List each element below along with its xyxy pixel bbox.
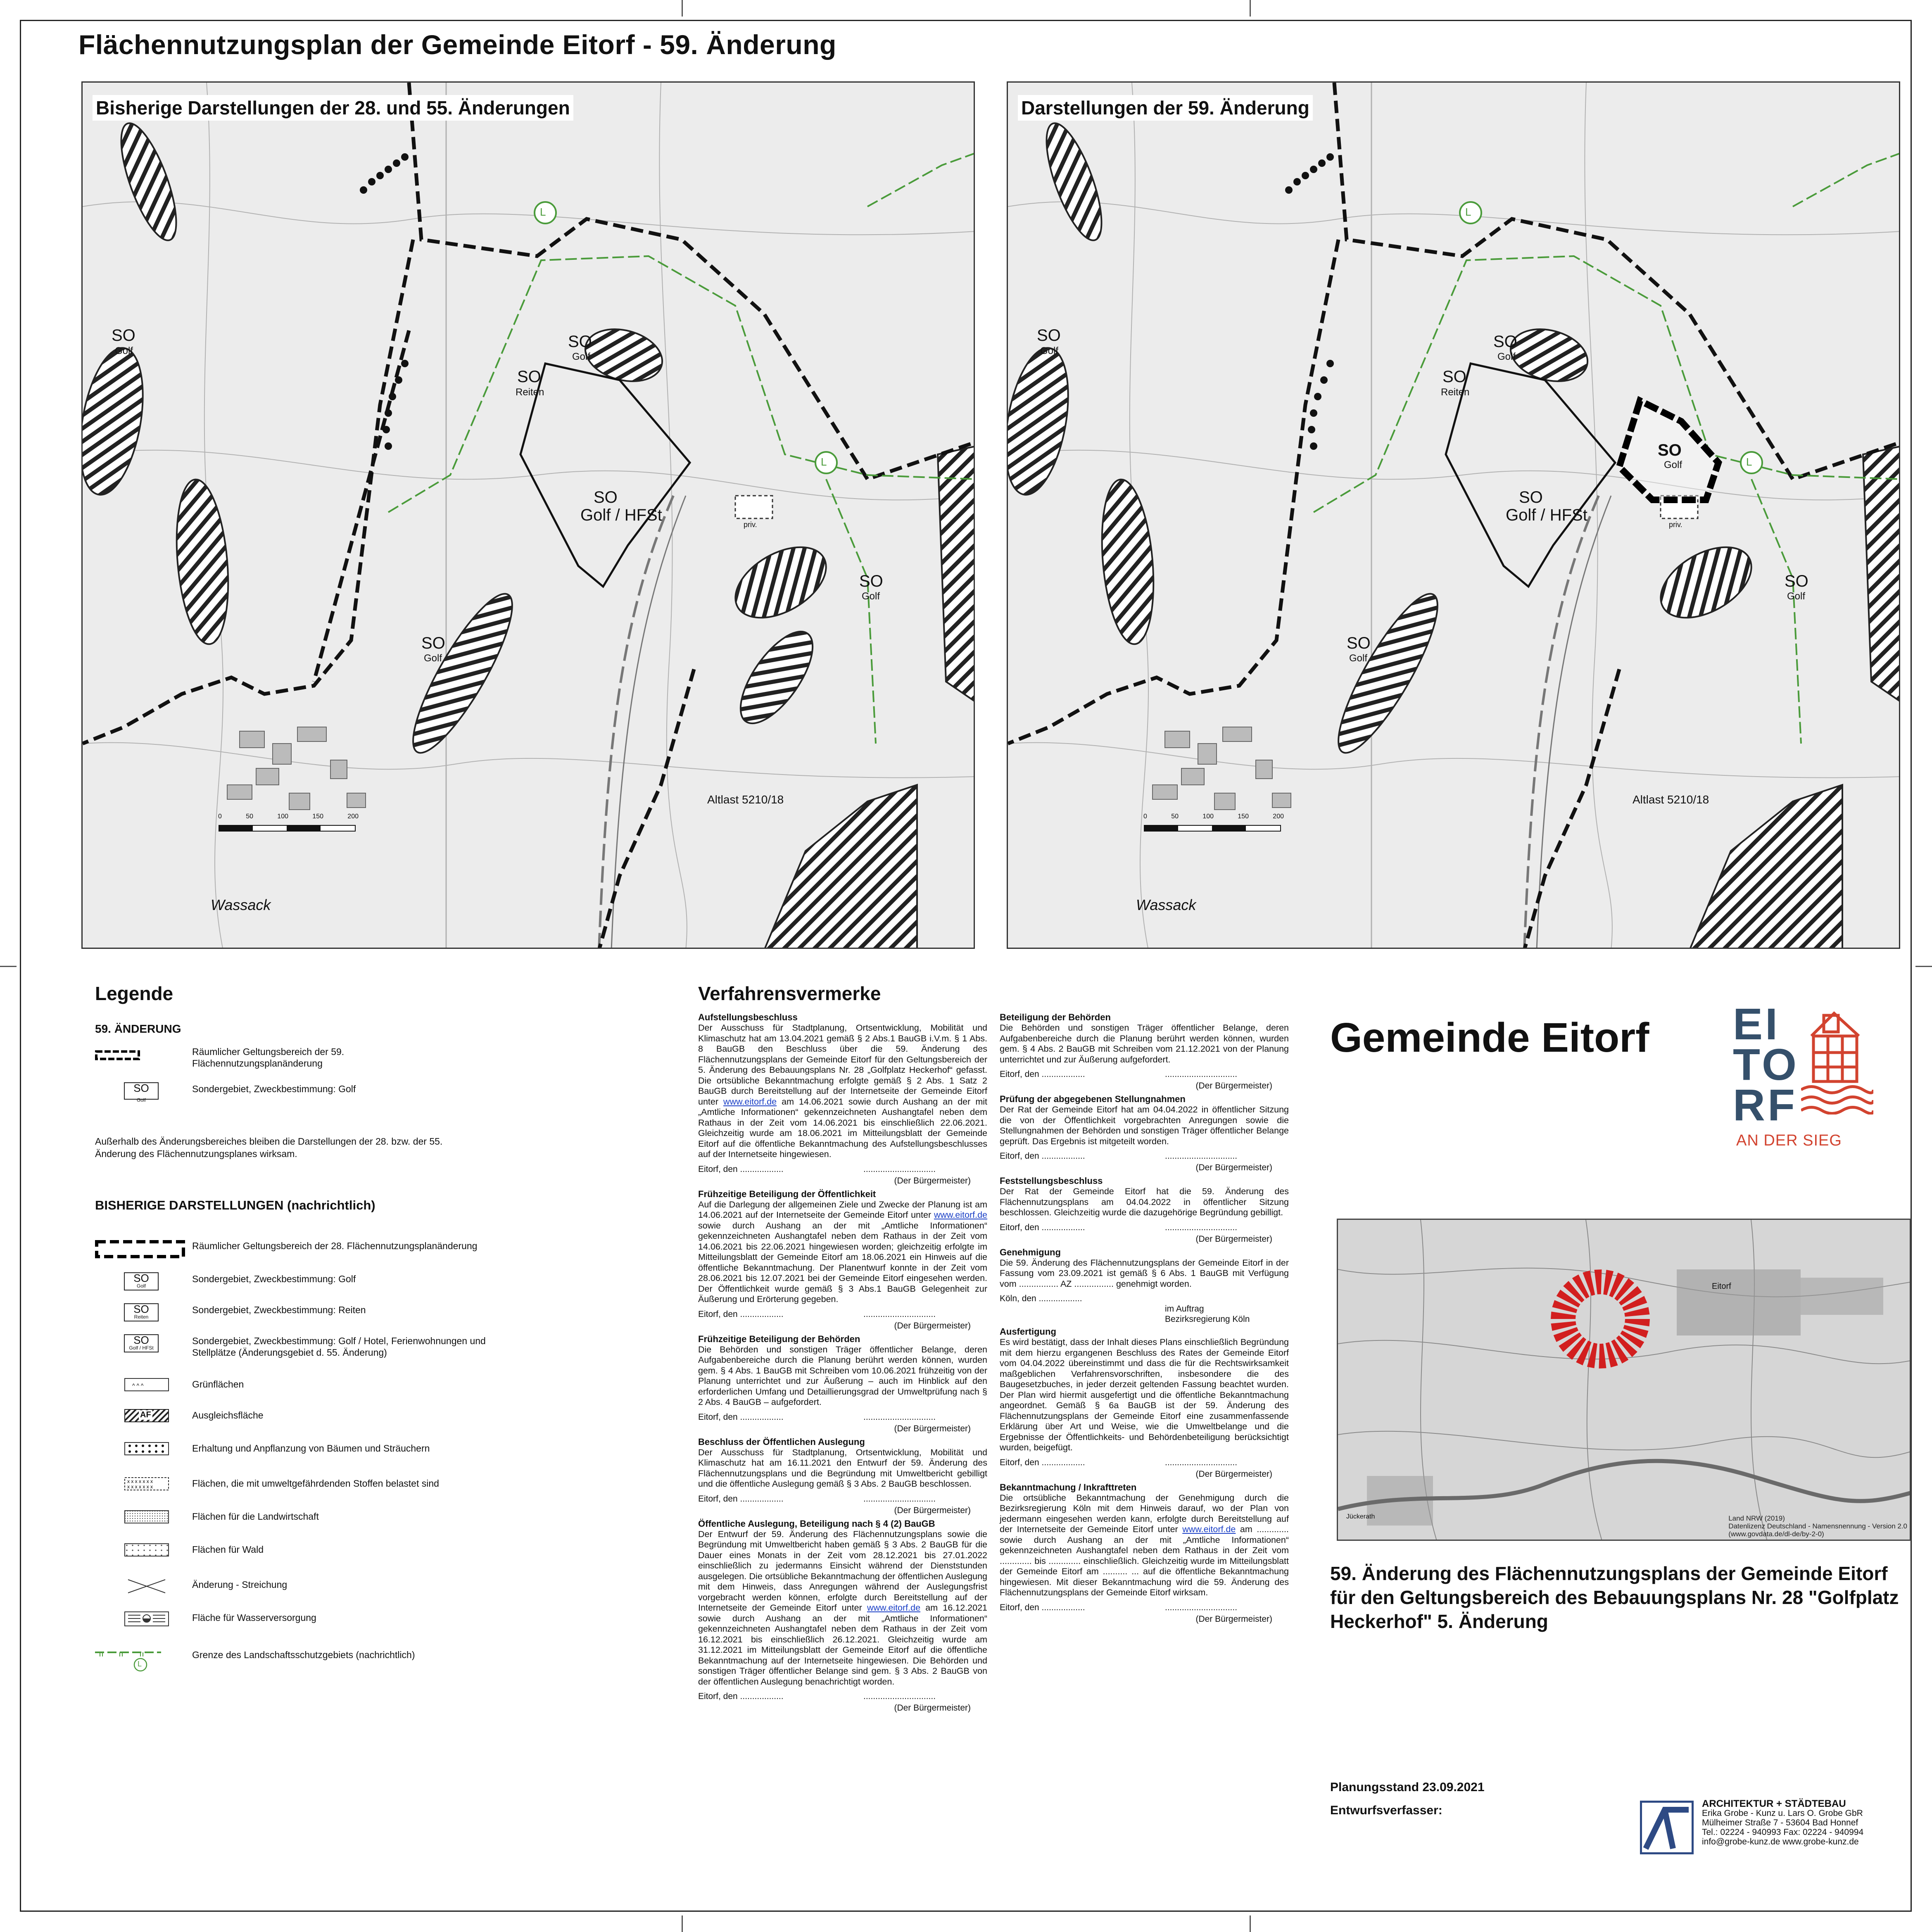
water-supply-icon — [124, 1611, 169, 1632]
signature-line — [1000, 1065, 1289, 1094]
municipality-logo — [1733, 999, 1873, 1161]
crop-mark — [1915, 966, 1932, 967]
page-title: Flächennutzungsplan der Gemeinde Eitorf - 59. Änderung — [78, 29, 836, 60]
signature-line — [1000, 1453, 1289, 1482]
legend-label: Fläche für Wasserversorgung — [192, 1612, 316, 1623]
procedure-heading: Prüfung der abgegebenen Stellungnahmen — [1000, 1094, 1186, 1104]
procedure-heading: Beteiligung der Behörden — [1000, 1012, 1111, 1022]
label-so: SO — [421, 634, 445, 652]
procedure-heading: Aufstellungsbeschluss — [698, 1012, 798, 1022]
legend-title: Legende — [95, 983, 173, 1004]
label-altlast: Altlast 5210/18 — [1633, 793, 1709, 806]
plan-status: Planungsstand 23.09.2021 — [1330, 1780, 1485, 1794]
scale-bar — [219, 825, 355, 831]
label-l: L — [821, 456, 827, 468]
label-l: L — [540, 206, 546, 218]
procedure-heading: Feststellungsbeschluss — [1000, 1176, 1103, 1186]
green-area-icon — [124, 1378, 169, 1398]
label-so: SO — [1785, 572, 1808, 590]
eitorf-link[interactable]: www.eitorf.de — [934, 1210, 987, 1220]
procedure-heading: Bekanntmachung / Inkrafttreten — [1000, 1482, 1137, 1492]
scale-tick: 200 — [347, 813, 359, 820]
map-drawing — [1008, 83, 1900, 949]
procedure-text: Der Rat der Gemeinde Eitorf hat die 59. Änderung des Flächennutzungsplans am 04.04.2022 in öffentlicher Sitzung beschlossen. Gleichzeitig wurde die dazugehörige Begründung gebilligt. — [1000, 1186, 1289, 1217]
signature-date: Eitorf, den .................. — [698, 1692, 784, 1701]
firm-line: Tel.: 02224 - 940993 Fax: 02224 - 940994 — [1702, 1827, 1864, 1837]
legend-label: Ausgleichsfläche — [192, 1410, 264, 1421]
signature-date: Eitorf, den .................. — [1000, 1602, 1085, 1612]
firm-line: Mülheimer Straße 7 - 53604 Bad Honnef — [1702, 1818, 1858, 1827]
forest-area-icon — [124, 1543, 169, 1564]
overview-map-drawing — [1338, 1220, 1911, 1541]
signature-note: Bezirksregierung Köln — [1165, 1314, 1250, 1324]
scale-tick: 150 — [1238, 813, 1249, 820]
label-golf: Golf — [424, 653, 442, 664]
signature-dots: .............................. — [1165, 1069, 1238, 1079]
so-reiten-box-icon — [124, 1303, 159, 1321]
map-caption-left: Bisherige Darstellungen der 28. und 55. Änderungen — [93, 95, 573, 121]
scale-tick: 100 — [277, 813, 288, 820]
signature-line — [1000, 1218, 1289, 1247]
symbol-so: SO — [133, 1272, 149, 1284]
legend-label: Sondergebiet, Zweckbestimmung: Golf — [192, 1274, 356, 1284]
landscape-protection-border-icon — [95, 1648, 140, 1669]
legend-label: Sondergebiet, Zweckbestimmung: Golf / Hotel, Ferienwohnungen und Stellplätze (Änderungsgebiet d. 55. Änderung) — [192, 1336, 486, 1358]
map-drawing — [83, 83, 975, 949]
signature-dots: .............................. — [1165, 1457, 1238, 1467]
credit-line: (www.govdata.de/dl-de/by-2-0) — [1728, 1530, 1824, 1538]
signature-dots: .............................. — [863, 1494, 936, 1504]
label-so: SO — [1037, 326, 1061, 345]
credit-line: Datenlizenz Deutschland - Namensnennung - Version 2.0 — [1728, 1522, 1907, 1530]
signature-mayor: (Der Bürgermeister) — [1195, 1469, 1272, 1479]
eitorf-link[interactable]: www.eitorf.de — [1182, 1524, 1236, 1534]
signature-mayor: (Der Bürgermeister) — [1195, 1614, 1272, 1624]
signature-dots: .............................. — [1165, 1151, 1238, 1161]
signature-mayor: (Der Bürgermeister) — [894, 1321, 971, 1331]
procedure-text: Der Ausschuss für Stadtplanung, Ortsentwicklung, Mobilität und Klimaschutz hat am 16.11.2021 den Entwurf der 59. Änderung des Flächennutzungsplans und die Begründung mit Umweltbericht gebilligt und die öffentliche Auslegung gemäß § 3 Abs. 2 BauGB beschlossen. — [698, 1447, 987, 1489]
signature-mayor: (Der Bürgermeister) — [894, 1176, 971, 1186]
procedure-heading: Beschluss der Öffentlichen Auslegung — [698, 1436, 865, 1447]
legend-section-previous: BISHERIGE DARSTELLUNGEN (nachrichtlich) — [95, 1198, 375, 1212]
signature-mayor: (Der Bürgermeister) — [894, 1505, 971, 1515]
symbol-sub: Golf / HFSt — [129, 1345, 154, 1351]
overview-place: Jückerath — [1346, 1513, 1375, 1520]
svg-text:x x x x x x x: x x x x x x x — [127, 1478, 153, 1484]
label-so: SO — [517, 368, 541, 386]
label-so: SO — [1519, 488, 1543, 506]
logo-letters-row: RF — [1733, 1080, 1797, 1130]
signature-mayor: (Der Bürgermeister) — [1195, 1163, 1272, 1172]
firm-block — [1640, 1799, 1904, 1857]
signature-mayor: (Der Bürgermeister) — [1195, 1081, 1272, 1091]
label-place: Wassack — [1136, 896, 1196, 913]
signature-line — [698, 1305, 987, 1334]
label-golf: Golf — [1787, 591, 1806, 602]
map-caption-right: Darstellungen der 59. Änderung — [1018, 95, 1313, 121]
scale-bar — [1144, 825, 1281, 831]
label-golf: Golf — [1497, 351, 1516, 362]
overview-credit — [1728, 1514, 1907, 1538]
procedure-text: Die ortsübliche Bekanntmachung der Genehmigung durch die Bezirksregierung Köln mit dem Hinweis darauf, wo der Plan von jedermann eingesehen werden kann, erfolgte durch Bereitstellung auf der Internetseite der Gemeinde Eitorf unter www.eitorf.de am ............. sowie durch Aushang an der mit „Amtliche Informationen“ gekennzeichneten Aushangtafel neben dem Rathaus in der Zeit vom ............. bis ............. einschließlich. Gleichzeitig wurde im Mitteilungsblatt der Gemeinde Eitorf am .......... ... auf die öffentliche Bekanntmachung hingewiesen. Mit dieser Bekanntmachung wird die 59. Änderung des Flächennutzungsplans der Gemeinde Eitorf wirksam. — [1000, 1492, 1289, 1597]
legend-label: Erhaltung und Anpflanzung von Bäumen und Sträuchern — [192, 1443, 430, 1454]
crop-mark — [0, 966, 17, 967]
scale-labels — [1143, 813, 1284, 820]
signature-dots: .............................. — [863, 1309, 936, 1319]
signature-mayor: (Der Bürgermeister) — [1195, 1234, 1272, 1244]
label-golf: Golf — [862, 591, 880, 602]
signature-line — [1000, 1147, 1289, 1176]
label-l: L — [1465, 206, 1471, 218]
procedure-text: Die Behörden und sonstigen Träger öffentlicher Belange, deren Aufgabenbereiche durch die Planung berührt werden können, wurden gem. § 4 Abs. 2 BauGB mit Schreiben vom 21.12.2021 von der Planung unterrichtet und zur Äußerung aufgefordert. — [1000, 1023, 1289, 1065]
signature-dots: .............................. — [863, 1692, 936, 1701]
label-reiten: Reiten — [1441, 387, 1470, 398]
symbol-so: SO — [133, 1303, 149, 1315]
signature-line — [698, 1490, 987, 1519]
symbol-golf: Golf — [136, 1097, 146, 1103]
signature-date: Eitorf, den .................. — [1000, 1151, 1085, 1161]
procedure-text: Die Behörden und sonstigen Träger öffentlicher Belange, deren Aufgabenbereiche durch die Planung berührt werden können, wurden gem. § 4 Abs. 1 BauGB mit Schreiben vom 10.06.2021 frühzeitig von der Planung unterrichtet und zur Äußerung – auch im Hinblick auf den erforderlichen Umfang und Detaillierungsgrad der Umweltprüfung nach § 2 Abs. 4 BauGB – aufgefordert. — [698, 1344, 987, 1407]
label-golf: Golf — [1040, 345, 1059, 356]
signature-line — [698, 1160, 987, 1189]
label-so: SO — [1347, 634, 1371, 652]
signature-koeln — [1000, 1289, 1289, 1326]
procedure-text: Auf die Darlegung der allgemeinen Ziele und Zwecke der Planung ist am 14.06.2021 auf der Internetseite der Gemeinde Eitorf unter www.eitorf.de sowie durch Aushang an der mit „Amtliche Informationen“ gekennzeichneten Aushangtafel neben dem Rathaus in der Zeit vom 14.06.2021 bis 22.06.2021 hingewiesen worden; gleichzeitig erfolgte im Mitteilungsblatt der Gemeinde Eitorf am 18.06.2021 ein Hinweis auf die öffentliche Bekanntmachung. Der Planentwurf konnte in der Zeit vom 28.06.2021 bis 12.07.2021 bei der Gemeinde Eitorf eingesehen werden. Der Öffentlichkeit wurde gemäß § 3 Abs.1 BauGB Gelegenheit zur Äußerung und Erörterung gegeben. — [698, 1199, 987, 1304]
logo-letters-row: EI — [1733, 999, 1780, 1049]
logo-building-icon — [1801, 1007, 1873, 1115]
credit-line: Land NRW (2019) — [1728, 1514, 1785, 1522]
signature-dots: .............................. — [1165, 1602, 1238, 1612]
label-reiten: Reiten — [516, 387, 544, 398]
map-previous — [81, 81, 975, 949]
legend-label: Sondergebiet, Zweckbestimmung: Reiten — [192, 1305, 366, 1315]
label-so-59: SO — [1658, 441, 1682, 459]
procedure-title: Verfahrensvermerke — [698, 983, 881, 1004]
signature-date: Köln, den .................. — [1000, 1294, 1082, 1303]
overview-place: Eitorf — [1712, 1282, 1731, 1291]
procedure-column-1 — [698, 1012, 987, 1716]
procedure-heading: Genehmigung — [1000, 1247, 1061, 1257]
symbol-so: SO — [133, 1334, 149, 1346]
agriculture-area-icon — [124, 1510, 169, 1530]
svg-text:x x x x x x x: x x x x x x x — [127, 1484, 153, 1490]
signature-date: Eitorf, den .................. — [698, 1164, 784, 1174]
procedure-column-2 — [1000, 1012, 1289, 1627]
eitorf-link[interactable]: www.eitorf.de — [723, 1096, 777, 1107]
cross-out-icon — [124, 1578, 169, 1599]
so-golf-hfst-box-icon — [124, 1334, 159, 1352]
legend-label: Grünflächen — [192, 1379, 244, 1390]
signature-date: Eitorf, den .................. — [698, 1309, 784, 1319]
label-golf: Golf — [572, 351, 591, 362]
signature-date: Eitorf, den .................. — [698, 1494, 784, 1504]
label-l: L — [1746, 456, 1752, 468]
signature-mayor: (Der Bürgermeister) — [894, 1423, 971, 1433]
signature-line — [698, 1408, 987, 1437]
crop-mark — [682, 1915, 683, 1932]
procedure-heading: Frühzeitige Beteiligung der Öffentlichkeit — [698, 1188, 876, 1199]
label-golf: Golf — [115, 345, 133, 356]
municipality-name: Gemeinde Eitorf — [1330, 1015, 1649, 1061]
legend-label: Änderung - Streichung — [192, 1579, 288, 1590]
crop-mark — [1250, 0, 1251, 17]
scale-labels — [218, 813, 359, 820]
plan-description: 59. Änderung des Flächennutzungsplans der Gemeinde Eitorf für den Geltungsbereich des Bebauungsplans Nr. 28 "Golfplatz Heckerhof" 5. Änderung — [1330, 1563, 1899, 1632]
legend-label: Flächen, die mit umweltgefährdenden Stoffen belastet sind — [192, 1478, 439, 1489]
legend-note: Außerhalb des Änderungsbereiches bleiben die Darstellungen der 28. bzw. der 55. Änderung des Flächennutzungsplanes wirksam. — [95, 1136, 443, 1159]
eitorf-link[interactable]: www.eitorf.de — [867, 1603, 921, 1613]
signature-note: im Auftrag — [1165, 1304, 1204, 1314]
so-golf-box-icon — [124, 1272, 159, 1290]
overview-map — [1337, 1219, 1911, 1541]
compensation-area-icon — [124, 1409, 169, 1429]
legend-label: Sondergebiet, Zweckbestimmung: Golf — [192, 1084, 356, 1094]
logo-tagline: AN DER SIEG — [1736, 1132, 1842, 1149]
symbol-so: SO — [133, 1082, 149, 1094]
signature-date: Eitorf, den .................. — [1000, 1457, 1085, 1467]
symbol-sub: Reiten — [134, 1314, 149, 1320]
symbol-l: L — [138, 1660, 142, 1668]
label-priv: priv. — [744, 520, 757, 529]
signature-line — [698, 1687, 987, 1716]
tree-preservation-icon — [124, 1442, 169, 1462]
label-altlast: Altlast 5210/18 — [707, 793, 784, 806]
signature-date: Eitorf, den .................. — [1000, 1069, 1085, 1079]
scale-tick: 100 — [1202, 813, 1214, 820]
procedure-text: Der Ausschuss für Stadtplanung, Ortsentwicklung, Mobilität und Klimaschutz hat am 13.04.2021 gemäß § 2 Abs.1 BauGB i.V.m. § 1 Abs. 8 BauGB den Beschluss über die 59. Änderung des Flächennutzungsplans der Gemeinde Eitorf für den Geltungsbereich der 5. Änderung des Bebauungsplans Nr. 28 „Golfplatz Heckerhof“ gefasst. Die ortsübliche Bekanntmachung erfolgte gemäß § 2 Abs. 1 Satz 2 BauGB durch Bereitstellung auf der Internetseite der Gemeinde Eitorf unter www.eitorf.de am 14.06.2021 sowie durch Aushang an der mit „Amtliche Informationen“ gekennzeichneten Aushangtafel neben dem Rathaus in der Zeit vom 14.06.2021 bis einschließlich 22.06.2021. Gleichzeitig wurde am 18.06.2021 im Mitteilungsblatt der Gemeinde Eitorf auf die öffentliche Bekanntmachung des Aufstellungsbeschlusses auf der Internetseite hingewiesen. — [698, 1023, 987, 1159]
legend-section-59: 59. ÄNDERUNG — [95, 1022, 181, 1035]
symbol-af: AF — [139, 1410, 152, 1420]
label-golf: Golf — [1349, 653, 1368, 664]
procedure-text: Der Rat der Gemeinde Eitorf hat am 04.04.2022 in öffentlicher Sitzung die von der Öffentlichkeit vorgebrachten Anregungen sowie die Stellungnahmen der Behörden und sonstigen Träger öffentlicher Belange geprüft. Das Ergebnis ist mitgeteilt worden. — [1000, 1105, 1289, 1146]
procedure-heading: Öffentliche Auslegung, Beteiligung nach § 4 (2) BauGB — [698, 1518, 935, 1529]
label-so: SO — [1493, 333, 1517, 351]
legend-label: Flächen für Wald — [192, 1544, 264, 1555]
logo-letters-row: TO — [1733, 1039, 1799, 1089]
crop-mark — [1250, 1915, 1251, 1932]
svg-text:^ ^ ^: ^ ^ ^ — [132, 1382, 144, 1389]
label-golf-hfst: Golf / HFSt — [1506, 506, 1587, 524]
scale-tick: 150 — [312, 813, 323, 820]
procedure-text: Die 59. Änderung des Flächennutzungsplans der Gemeinde Eitorf in der Fassung vom 23.09.2021 ist gemäß § 6 Abs. 1 BauGB mit Verfügung vom ................ AZ ................ genehmigt worden. — [1000, 1257, 1289, 1289]
legend-label: Grenze des Landschaftsschutzgebiets (nachrichtlich) — [192, 1649, 415, 1660]
procedure-heading: Ausfertigung — [1000, 1326, 1056, 1337]
procedure-text: Der Entwurf der 59. Änderung des Flächennutzungsplans sowie die Begründung mit Umweltbericht haben gemäß § 3 Abs. 2 BauGB für die Dauer eines Monats in der Zeit vom 28.12.2021 bis 27.01.2022 einschließlich zu jedermanns Einsicht während der Dienststunden ausgelegen. Die ortsübliche Bekanntmachung der öffentlichen Auslegung mit dem Hinweis, dass Anregungen während der Auslegungsfrist vorgebracht werden können, erfolgte durch Bereitstellung auf der Internetseite der Gemeinde Eitorf unter www.eitorf.de am 16.12.2021 sowie durch Aushang an der mit „Amtliche Informationen“ gekennzeichneten Aushangtafel neben dem Rathaus in der Zeit vom 16.12.2021 bis einschließlich 26.12.2021. Gleichzeitig wurde am 31.12.2021 im Mitteilungsblatt der Gemeinde Eitorf auf die öffentliche Bekanntmachung auf der Internetseite hingewiesen. Die Behörden und sonstigen Träger öffentlicher Belange sind gem. § 3 Abs. 2 BauGB von der öffentlichen Auslegung benachrichtigt worden. — [698, 1529, 987, 1687]
dashed-border-icon — [95, 1239, 140, 1260]
scale-tick: 50 — [1171, 813, 1179, 820]
label-golf-hfst: Golf / HFSt — [580, 506, 662, 524]
label-so: SO — [568, 333, 592, 351]
firm-name: ARCHITEKTUR + STÄDTEBAU — [1702, 1798, 1846, 1809]
contaminated-area-icon — [124, 1477, 169, 1497]
scale-tick: 200 — [1273, 813, 1284, 820]
so-golf-box-icon — [124, 1082, 159, 1103]
label-so: SO — [859, 572, 883, 590]
map-59-change — [1007, 81, 1900, 949]
procedure-heading: Frühzeitige Beteiligung der Behörden — [698, 1333, 860, 1344]
signature-dots: .............................. — [863, 1164, 936, 1174]
crop-mark — [682, 0, 683, 17]
signature-date: Eitorf, den .................. — [1000, 1222, 1085, 1232]
firm-text — [1702, 1799, 1863, 1846]
label-priv: priv. — [1669, 520, 1682, 529]
signature-line — [1000, 1598, 1289, 1627]
symbol-sub: Golf — [136, 1283, 146, 1289]
author-label: Entwurfsverfasser: — [1330, 1804, 1442, 1817]
procedure-text: Es wird bestätigt, dass der Inhalt dieses Plans einschließlich Begründung mit dem hierzu ergangenen Beschluss des Rates der Gemeinde Eitorf vom 04.04.2022 übereinstimmt und dass die für die Rechtswirksamkeit maßgeblichen Verfahrensvorschriften, insbesondere die des Baugesetzbuches, in jeder derzeit geltenden Fassung beachtet wurden. Der Plan wird hiermit ausgefertigt und die öffentliche Bekanntmachung angeordnet. Gemäß § 6a BauGB ist der 59. Änderung des Flächennutzungsplans der Gemeinde Eitorf eine zusammenfassende Erklärung über Art und Weise, wie die Umweltbelange und die Ergebnisse der Öffentlichkeits- und Behördenbeteiligung berücksichtigt wurden, beigefügt. — [1000, 1337, 1289, 1452]
thick-dashed-border-icon — [95, 1045, 140, 1066]
scale-tick: 50 — [246, 813, 253, 820]
label-so: SO — [594, 488, 618, 506]
label-golf-59: Golf — [1664, 459, 1682, 471]
legend-label: Räumlicher Geltungsbereich der 28. Flächennutzungsplanänderung — [192, 1240, 478, 1251]
signature-mayor: (Der Bürgermeister) — [894, 1703, 971, 1713]
logo-letters — [1733, 999, 1799, 1130]
signature-date: Eitorf, den .................. — [698, 1412, 784, 1422]
signature-dots: .............................. — [863, 1412, 936, 1422]
signature-dots: .............................. — [1165, 1222, 1238, 1232]
label-place: Wassack — [211, 896, 271, 913]
legend-label: Flächen für die Landwirtschaft — [192, 1511, 319, 1522]
firm-line: Erika Grobe - Kunz u. Lars O. Grobe GbR — [1702, 1808, 1863, 1818]
label-so: SO — [1442, 368, 1466, 386]
scale-tick: 0 — [1143, 813, 1147, 820]
firm-logo-icon — [1640, 1801, 1694, 1854]
firm-line: info@grobe-kunz.de www.grobe-kunz.de — [1702, 1837, 1859, 1846]
scale-tick: 0 — [218, 813, 222, 820]
label-so: SO — [112, 326, 135, 345]
legend-label: Räumlicher Geltungsbereich der 59. Flächennutzungsplanänderung — [192, 1046, 345, 1069]
